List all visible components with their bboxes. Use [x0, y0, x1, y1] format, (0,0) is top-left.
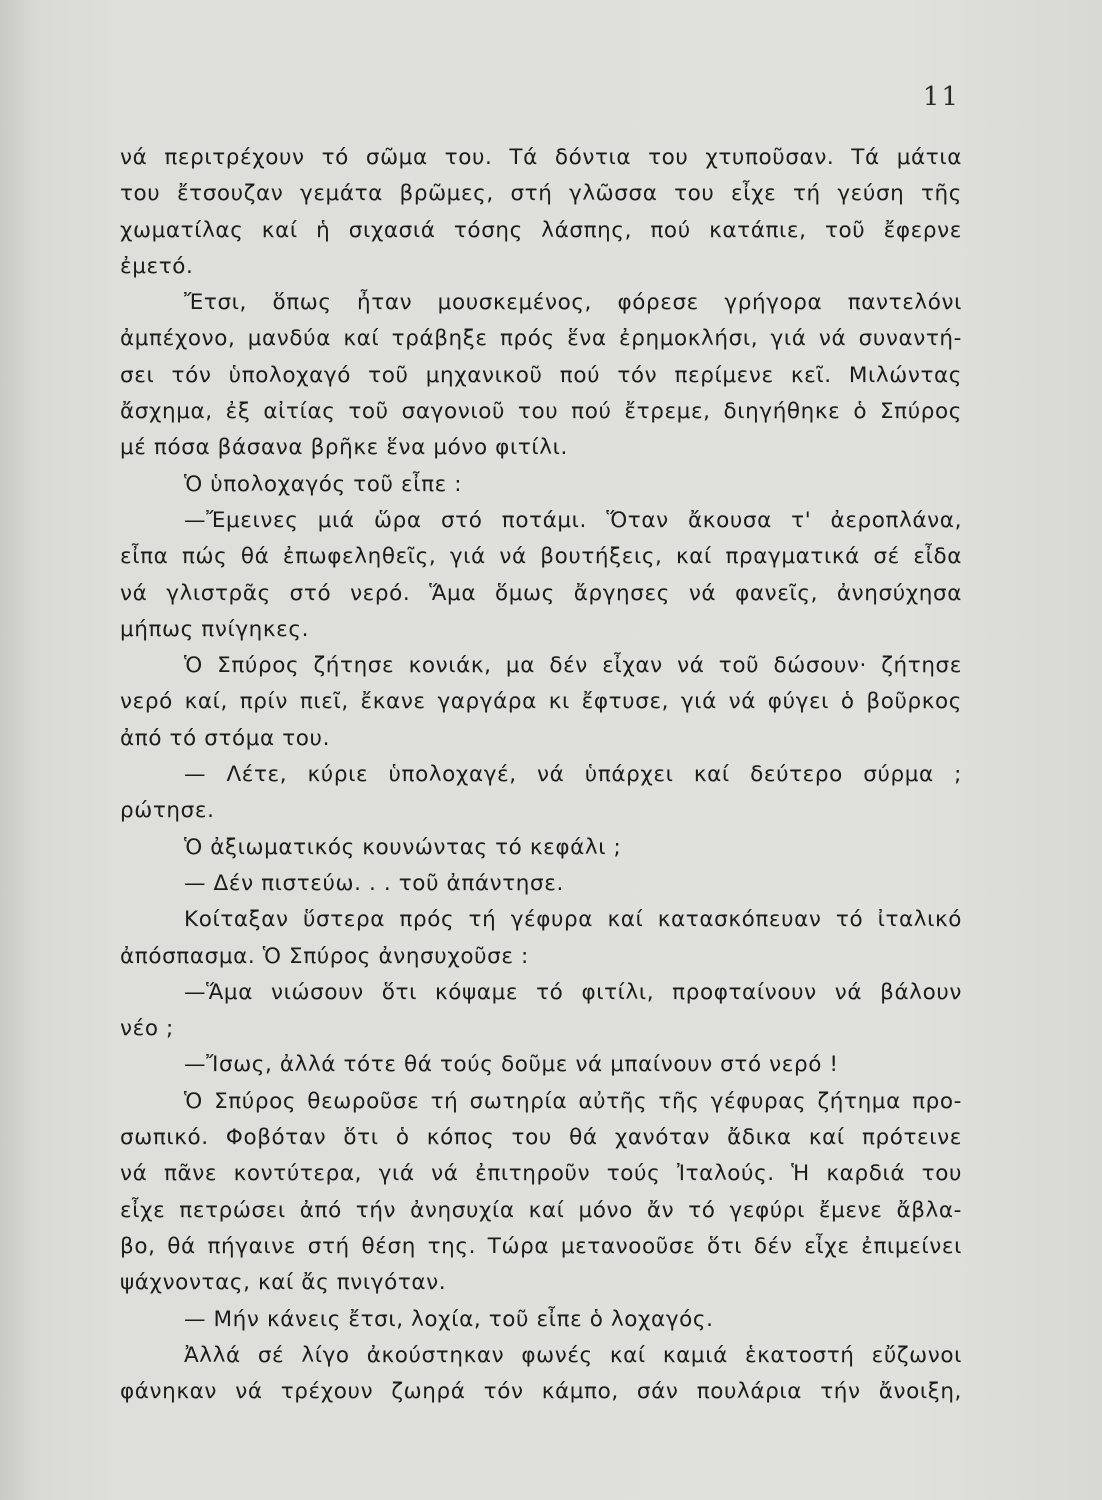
text-line: βο, θά πήγαινε στή θέση της. Τώρα μετανοοῦσε ὅτι δέν εἶχε ἐπιμείνει [120, 1233, 962, 1259]
text-line: Ὁ Σπύρος ζήτησε κονιάκ, μα δέν εἶχαν νά τοῦ δώσουν· ζήτησε [184, 653, 962, 679]
text-line: νερό καί, πρίν πιεῖ, ἔκανε γαργάρα κι ἔφτυσε, γιά νά φύγει ὁ βοῦρκος [120, 689, 962, 715]
text-line: νέο ; [120, 1016, 174, 1042]
text-line: Ὁ ὑπολοχαγός τοῦ εἶπε : [184, 471, 463, 497]
text-line: ἀπό τό στόμα του. [120, 725, 331, 751]
text-line: Ἔτσι, ὅπως ἦταν μουσκεμένος, φόρεσε γρήγορα παντελόνι [184, 290, 962, 316]
page-number: 11 [922, 82, 960, 112]
text-line: — Μήν κάνεις ἔτσι, λοχία, τοῦ εἶπε ὁ λοχαγός. [184, 1306, 714, 1332]
text-line: —Ἅμα νιώσουν ὅτι κόψαμε τό φιτίλι, προφταίνουν νά βάλουν [184, 979, 962, 1005]
text-line: φάνηκαν νά τρέχουν ζωηρά τόν κάμπο, σάν πουλάρια τήν ἄνοιξη, [120, 1379, 962, 1405]
text-line: μέ πόσα βάσανα βρῆκε ἕνα μόνο φιτίλι. [120, 435, 568, 461]
text-line: ἐμετό. [120, 253, 194, 279]
body-text [120, 140, 962, 1410]
text-line: χωματίλας καί ἡ σιχασιά τόσης λάσπης, πού κατάπιε, τοῦ ἔφερνε [120, 217, 962, 243]
text-line: Κοίταξαν ὕστερα πρός τή γέφυρα καί κατασκόπευαν τό ἰταλικό [184, 907, 962, 933]
text-line: —Ἔμεινες μιά ὥρα στό ποτάμι. Ὅταν ἄκουσα τ' ἀεροπλάνα, [184, 507, 962, 533]
text-line: Ὁ Σπύρος θεωροῦσε τή σωτηρία αὐτῆς τῆς γέφυρας ζήτημα προ- [184, 1088, 962, 1114]
text-line: —Ἴσως, ἀλλά τότε θά τούς δοῦμε νά μπαίνουν στό νερό ! [184, 1052, 839, 1078]
text-line: Ἀλλά σέ λίγο ἀκούστηκαν φωνές καί καμιά ἑκατοστή εὔζωνοι [184, 1342, 962, 1368]
text-line: ἄσχημα, ἐξ αἰτίας τοῦ σαγονιοῦ του πού ἔτρεμε, διηγήθηκε ὁ Σπύρος [120, 399, 962, 425]
text-line: νά περιτρέχουν τό σῶμα του. Τά δόντια του χτυποῦσαν. Τά μάτια [120, 145, 962, 170]
text-line: νά πᾶνε κοντύτερα, γιά νά ἐπιτηροῦν τούς Ἰταλούς. Ἡ καρδιά του [120, 1161, 962, 1187]
text-line: ἀμπέχονο, μανδύα καί τράβηξε πρός ἕνα ἐρημοκλήσι, γιά νά συναντή- [120, 326, 962, 352]
text-line: — Δέν πιστεύω. . . τοῦ ἀπάντησε. [184, 870, 564, 896]
text-line: — Λέτε, κύριε ὑπολοχαγέ, νά ὑπάρχει καί δεύτερο σύρμα ; [184, 762, 962, 788]
text-line: Ὁ ἀξιωματικός κουνώντας τό κεφάλι ; [184, 834, 622, 860]
text-line: εἶχε πετρώσει ἀπό τήν ἀνησυχία καί μόνο ἄν τό γεφύρι ἔμενε ἄβλα- [120, 1197, 962, 1223]
text-line: εἶπα πώς θά ἐπωφεληθεῖς, γιά νά βουτήξεις, καί πραγματικά σέ εἶδα [120, 544, 962, 570]
text-line: του ἔτσουζαν γεμάτα βρῶμες, στή γλῶσσα του εἶχε τή γεύση τῆς [120, 181, 962, 207]
text-line: ρώτησε. [120, 798, 215, 824]
text-line: σει τόν ὑπολοχαγό τοῦ μηχανικοῦ πού τόν περίμενε κεῖ. Μιλώντας [120, 362, 962, 388]
text-line: ἀπόσπασμα. Ὁ Σπύρος ἀνησυχοῦσε : [120, 943, 529, 969]
text-line: ψάχνοντας, καί ἄς πνιγόταν. [120, 1270, 447, 1296]
text-line: νά γλιστρᾶς στό νερό. Ἅμα ὅμως ἄργησες νά φανεῖς, ἀνησύχησα [120, 580, 962, 606]
text-line: σωπικό. Φοβόταν ὅτι ὁ κόπος του θά χανόταν ἄδικα καί πρότεινε [120, 1125, 962, 1151]
text-line: μήπως πνίγηκες. [120, 616, 310, 642]
